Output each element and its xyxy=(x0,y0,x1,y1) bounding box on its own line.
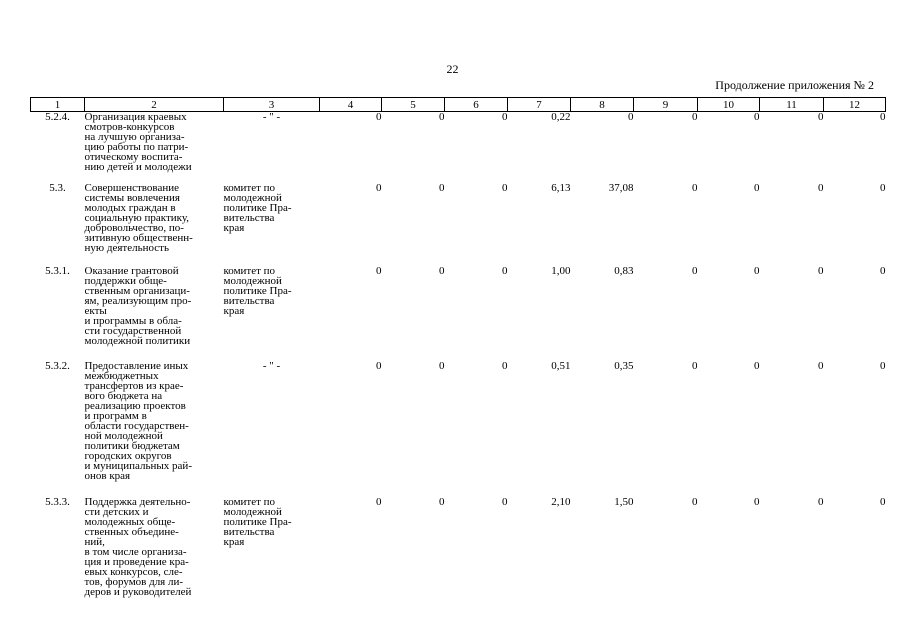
row-value: 0 xyxy=(376,111,382,123)
row-description: Оказание грантовой поддержки обще- ственным организаци- ям, реализующим про- екты и программы в обла- сти государственной молодежной политики xyxy=(84,265,192,347)
column-header: 1 xyxy=(31,98,85,112)
row-value: 0 xyxy=(439,265,445,277)
row-value: 0 xyxy=(754,496,760,508)
row-number: 5.3. xyxy=(49,182,66,194)
row-value: 0 xyxy=(376,360,382,372)
row-value: 0 xyxy=(692,265,698,277)
row-value: 0,35 xyxy=(614,360,634,372)
row-description: Совершенствование системы вовлечения молодых граждан в социальную практику, добровольчество, по- зитивную общественн- ную деятельность xyxy=(84,182,193,254)
row-number: 5.3.2. xyxy=(45,360,70,372)
table-row xyxy=(31,183,886,266)
row-number: 5.2.4. xyxy=(45,111,70,123)
row-description: Поддержка деятельно- сти детских и молодежных обще- ственных объедине- ний, в том числе организа- ция и проведение кра- евых конкурсов, сле- тов, форумов для ли- деров и руководителей xyxy=(84,496,192,598)
row-value: 0 xyxy=(818,182,824,194)
row-value: 0 xyxy=(628,111,634,123)
row-value: 0 xyxy=(502,111,508,123)
row-value: 6,13 xyxy=(551,182,571,194)
row-value: 0 xyxy=(692,182,698,194)
row-value: 0 xyxy=(818,265,824,277)
row-value: 0 xyxy=(880,111,886,123)
row-value: 0 xyxy=(818,360,824,372)
row-value: 0,22 xyxy=(551,111,571,123)
row-value: 37,08 xyxy=(608,182,634,194)
row-value: 0 xyxy=(880,496,886,508)
appendix-continuation-label: Продолжение приложения № 2 xyxy=(715,78,874,92)
column-header: 5 xyxy=(382,98,445,112)
row-value: 0 xyxy=(502,182,508,194)
table-row xyxy=(31,361,886,497)
row-value: 0 xyxy=(439,496,445,508)
row-value: 0 xyxy=(376,265,382,277)
row-value: 0 xyxy=(692,111,698,123)
row-value: 0 xyxy=(439,111,445,123)
row-value: 1,00 xyxy=(551,265,571,277)
table-row xyxy=(31,266,886,361)
row-value: 0 xyxy=(880,360,886,372)
row-value: 0 xyxy=(692,360,698,372)
row-number: 5.3.1. xyxy=(45,265,70,277)
row-value: 0 xyxy=(439,182,445,194)
column-header: 3 xyxy=(224,98,320,112)
row-value: 1,50 xyxy=(614,496,634,508)
column-header: 4 xyxy=(320,98,382,112)
column-header: 11 xyxy=(760,98,824,112)
column-number-row xyxy=(31,98,886,112)
column-header: 8 xyxy=(571,98,634,112)
row-value: 0 xyxy=(502,360,508,372)
appendix-table xyxy=(30,97,886,611)
page-number: 22 xyxy=(446,62,459,76)
table-row xyxy=(31,497,886,611)
column-header: 2 xyxy=(85,98,224,112)
row-executor: комитет по молодежной политике Пра- вительства края xyxy=(223,496,292,548)
column-header: 12 xyxy=(824,98,886,112)
column-header: 9 xyxy=(634,98,698,112)
row-value: 0 xyxy=(818,111,824,123)
row-value: 0,51 xyxy=(551,360,571,372)
row-value: 0 xyxy=(880,265,886,277)
row-executor: комитет по молодежной политике Пра- вительства края xyxy=(223,182,292,234)
row-value: 0 xyxy=(439,360,445,372)
row-value: 0 xyxy=(754,111,760,123)
row-executor: комитет по молодежной политике Пра- вительства края xyxy=(223,265,292,317)
row-executor: - " - xyxy=(262,360,281,372)
row-description: Организация краевых смотров-конкурсов на лучшую организа- цию работы по патри- отическому воспита- нию детей и молодежи xyxy=(84,111,192,173)
row-value: 2,10 xyxy=(551,496,571,508)
column-header: 10 xyxy=(698,98,760,112)
row-value: 0 xyxy=(692,496,698,508)
row-description: Предоставление иных межбюджетных трансфертов из крае- вого бюджета на реализацию проектов и программ в области государствен- ной молодежной политики бюджетам городских округов и муниципальных рай- онов края xyxy=(84,360,192,482)
table-row xyxy=(31,112,886,184)
row-number: 5.3.3. xyxy=(45,496,70,508)
row-value: 0 xyxy=(502,265,508,277)
row-value: 0 xyxy=(502,496,508,508)
column-header: 6 xyxy=(445,98,508,112)
row-value: 0 xyxy=(754,265,760,277)
row-executor: - " - xyxy=(262,111,281,123)
column-header: 7 xyxy=(508,98,571,112)
row-value: 0 xyxy=(376,496,382,508)
row-value: 0 xyxy=(818,496,824,508)
row-value: 0 xyxy=(754,360,760,372)
row-value: 0 xyxy=(754,182,760,194)
row-value: 0 xyxy=(376,182,382,194)
row-value: 0 xyxy=(880,182,886,194)
row-value: 0,83 xyxy=(614,265,634,277)
